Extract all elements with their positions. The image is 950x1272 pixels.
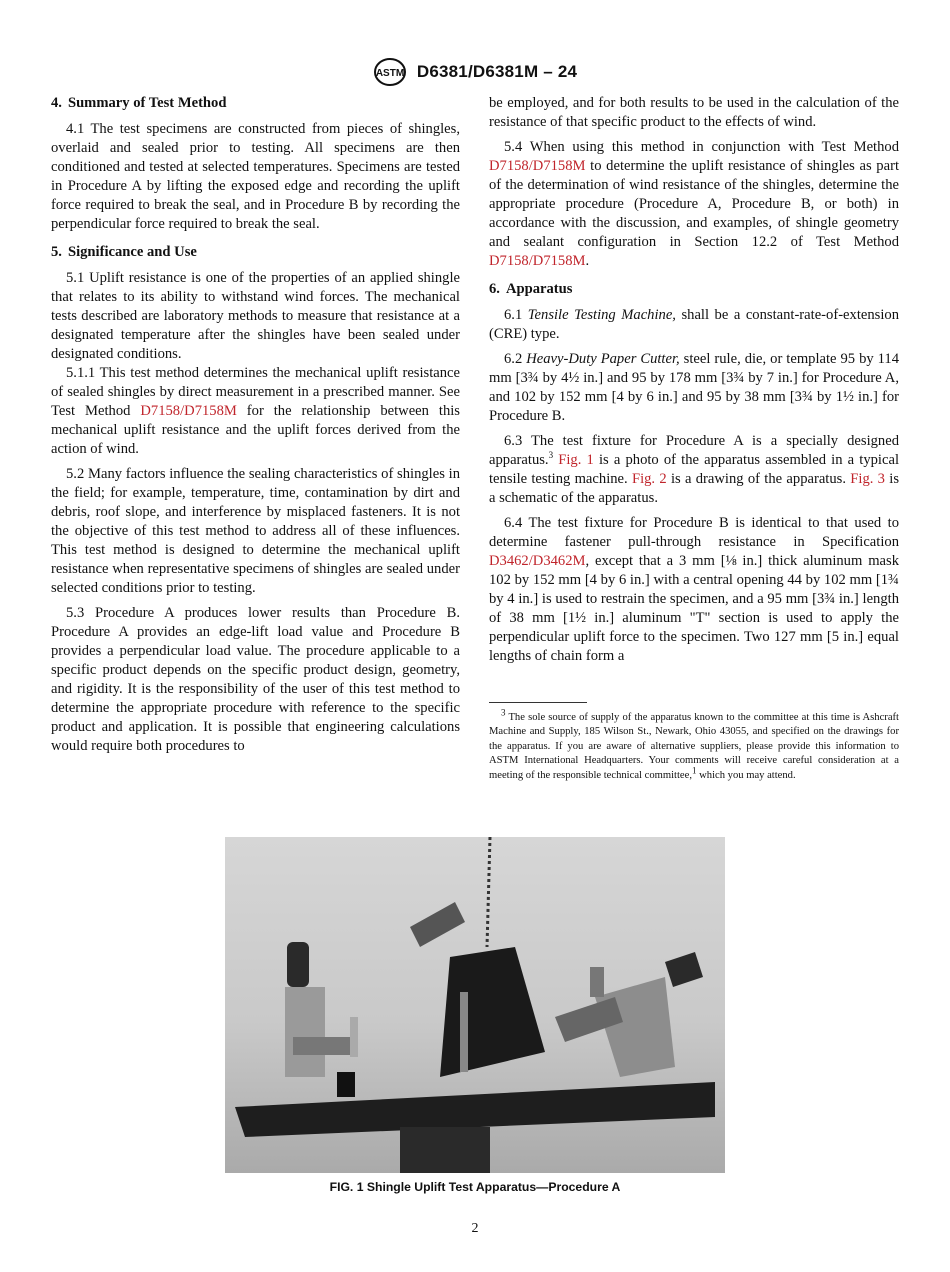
ref-fig1-link[interactable]: Fig. 1 xyxy=(558,452,594,468)
ref-d7158-link[interactable]: D7158/D7158M xyxy=(489,158,586,174)
paragraph-6-3: 6.3 The test fixture for Procedure A is a specially designed apparatus.$^3$ Fig. 1 is a photo of the apparatus assembled in a typical tensile testing machine. Fig. 2 is a drawing of the apparatus. Fig. 3 is a schematic of the apparatus. xyxy=(489,433,900,506)
paragraph-6-4: 6.4 The test fixture for Procedure B is identical to that used to determine fastener pull-through resistance in Specification D3462/D3462M, except that a 3 mm [⅛ in.] thick aluminum mask 102 by 152 mm [4 by 6 in.] with a central opening 44 by 102 mm [1¾ by 4 in.] is used to restrain the specimen, and a 95 mm [3¾ in.] length of 38 mm [1½ in.] aluminum "T" section is used to apply the perpendicular uplift force to the specimen. Two 127 mm [5 in.] equal lengths of chain form a xyxy=(489,515,899,664)
page-number: 2 xyxy=(471,1221,479,1236)
footnote-3: $^3$ The sole source of supply of the apparatus known to the committee at this time is Ashcraft Machine and Supply, 185 Wilson St., Newark, Ohio 43055, and specified on the drawings for the apparatus. If you are aware of alternative suppliers, please provide this information to ASTM International Headquarters. Your comments will receive careful consideration at a meeting of the responsible technical committee,$^1$ which you may attend. xyxy=(489,707,899,781)
paragraph-5-3-continued: be employed, and for both results to be used in the calculation of the resistance of that specific product to the effects of wind. xyxy=(489,95,899,130)
paragraph-6-1: 6.1 Tensile Testing Machine, shall be a constant-rate-of-extension (CRE) type. xyxy=(489,307,899,342)
svg-text:ASTM: ASTM xyxy=(375,68,405,79)
paragraph-5-2: 5.2 Many factors influence the sealing characteristics of shingles in the field; for example, temperature, time, contamination by dirt and debris, roof slope, and interference by misplaced fasteners. It is not the objective of this test method to address all of these influences. This test method is designed to determine the mechanical uplift resistance when representative specimens of shingles are sealed under selected conditions prior to testing. xyxy=(51,466,460,596)
footnote-ref-3[interactable]: 3 xyxy=(548,450,554,461)
section-4-heading: 4. Summary of Test Method xyxy=(51,95,227,111)
paragraph-5-4: 5.4 When using this method in conjunction with Test Method D7158/D7158M to determine the uplift resistance of shingles as part of the determination of wind resistance of the shingles, determine the appropriate procedure (Procedure A, Procedure B, or both) in accordance with the discussion, and examples, of shingle geometry and sealant configuration in Section 12.2 of Test Method D7158/D7158M. xyxy=(489,139,899,269)
standard-designation: D6381/D6381M – 24 xyxy=(416,62,578,81)
paragraph-5-1-1: 5.1.1 This test method determines the mechanical uplift resistance of sealed shingles by direct measurement in a prescribed manner. See Test Method D7158/D7158M for the relationship between this mechanical uplift resistance and the uplift forces derived from the action of wind. xyxy=(51,365,460,457)
ref-d7158-link[interactable]: D7158/D7158M xyxy=(489,253,586,269)
right-column xyxy=(489,94,899,783)
ref-fig2-link[interactable]: Fig. 2 xyxy=(631,471,667,487)
section-6-heading: 6. Apparatus xyxy=(489,281,573,297)
paragraph-5-1: 5.1 Uplift resistance is one of the properties of an applied shingle that relates to its ability to withstand wind forces. The mechanical tests described are laboratory methods to measure that resistance at a designated temperature after the shingles have been sealed under designated conditions. xyxy=(51,270,460,362)
section-5-heading: 5. Significance and Use xyxy=(51,244,197,260)
figure-1-photo xyxy=(225,837,725,1173)
ref-d3462-link[interactable]: D3462/D3462M xyxy=(489,553,586,569)
paragraph-4-1: 4.1 The test specimens are constructed from pieces of shingles, overlaid and sealed prior to testing. All specimens are then conditioned and tested at selected temperatures. Specimens are tested in Procedure A by lifting the exposed edge and recording the uplift force required to break the seal, and in Procedure B by recording the perpendicular force required to break the seal. xyxy=(51,121,460,232)
ref-d7158-link[interactable]: D7158/D7158M xyxy=(140,403,237,419)
ref-fig3-link[interactable]: Fig. 3 xyxy=(850,471,885,487)
paragraph-5-3: 5.3 Procedure A produces lower results than Procedure B. Procedure A provides an edge-lift load value and Procedure B provides a perpendicular load value. The procedure applicable to a specific product depends on the specific product design, geometry, and rigidity. It is the responsibility of the user of this test method to determine the appropriate procedure with reference to the specific product and application. It is possible that engineering calculations would require both procedures to xyxy=(51,605,460,754)
paragraph-6-2: 6.2 Heavy-Duty Paper Cutter, steel rule, die, or template 95 by 114 mm [3¾ by 4½ in.] and 95 by 178 mm [3¾ by 7 in.] for Procedure A, and 102 by 152 mm [4 by 6 in.] and 95 by 38 mm [3¾ by 1½ in.] for Procedure B. xyxy=(489,351,900,424)
left-column xyxy=(51,94,460,762)
page-header xyxy=(0,57,950,87)
footnote-divider xyxy=(489,702,587,703)
figure-caption: FIG. 1 Shingle Uplift Test Apparatus—Procedure A xyxy=(329,1180,621,1194)
astm-logo-icon xyxy=(373,57,407,87)
